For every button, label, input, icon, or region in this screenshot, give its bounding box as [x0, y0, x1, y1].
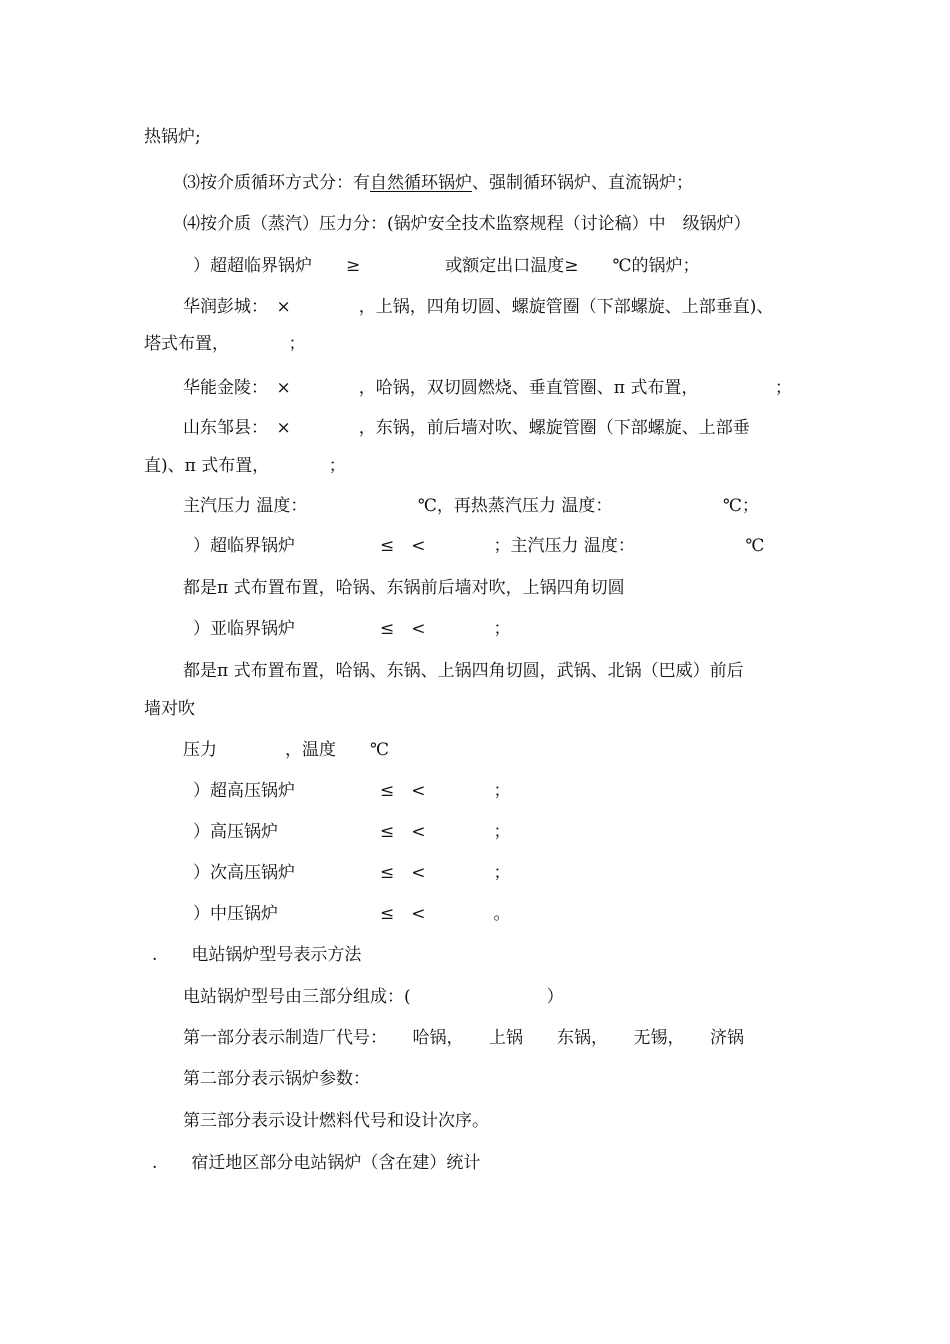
text-line: 电站锅炉型号由三部分组成：( ）: [183, 987, 564, 1007]
text-line: 华能金陵： × ，哈锅，双切圆燃烧、垂直管圈、π 式布置， ；: [183, 378, 792, 398]
text-line: ）高压锅炉 ≤ < ；: [193, 822, 511, 842]
text-line: ）次高压锅炉 ≤ < ；: [193, 863, 511, 883]
text-line: 第二部分表示锅炉参数：: [183, 1069, 370, 1089]
heading-circulation: [183, 172, 693, 194]
text-line: 塔式布置， ；: [144, 334, 306, 354]
section-heading: . 宿迁地区部分电站锅炉（含在建）统计: [152, 1153, 481, 1173]
section-heading: . 电站锅炉型号表示方法: [152, 945, 362, 965]
text-line: ）亚临界锅炉 ≤ < ；: [193, 619, 511, 639]
text-line: 华润彭城： × ，上锅，四角切圆、螺旋管圈（下部螺旋、上部垂直)、: [183, 297, 774, 317]
text-line: 直)、π 式布置， ；: [144, 456, 346, 476]
text-line: 山东邹县： × ，东锅，前后墙对吹、螺旋管圈（下部螺旋、上部垂: [183, 418, 750, 438]
text-fragment: ⑶按介质循环方式分：有: [183, 173, 370, 193]
text-line: 第三部分表示设计燃料代号和设计次序。: [183, 1111, 489, 1131]
text-line: 都是π 式布置布置，哈锅、东锅前后墙对吹，上锅四角切圆: [183, 578, 625, 598]
text-line: 主汽压力 温度： ℃，再热蒸汽压力 温度： ℃；: [183, 496, 759, 516]
text-line: ）超高压锅炉 ≤ < ；: [193, 781, 511, 801]
heading-pressure: ⑷按介质（蒸汽）压力分：(锅炉安全技术监察规程（讨论稿）中 级锅炉）: [183, 214, 751, 234]
text-line: 都是π 式布置布置，哈锅、东锅、上锅四角切圆，武锅、北锅（巴威）前后: [183, 661, 744, 681]
text-line: ）超超临界锅炉 ≥ 或额定出口温度≥ ℃的锅炉；: [193, 256, 700, 276]
underlined-term: 自然循环锅炉: [370, 173, 472, 193]
text-fragment: 、强制循环锅炉、直流锅炉；: [472, 173, 693, 193]
text-line: 压力 ，温度 ℃: [183, 740, 390, 760]
text-line: ）超临界锅炉 ≤ < ；主汽压力 温度： ℃: [193, 536, 765, 556]
text-line: 墙对吹: [144, 699, 195, 719]
text-line: 热锅炉;: [144, 127, 201, 147]
text-line: 第一部分表示制造厂代号： 哈锅， 上锅 东锅， 无锡， 济锅: [183, 1028, 744, 1048]
text-line: ）中压锅炉 ≤ < 。: [193, 904, 511, 924]
